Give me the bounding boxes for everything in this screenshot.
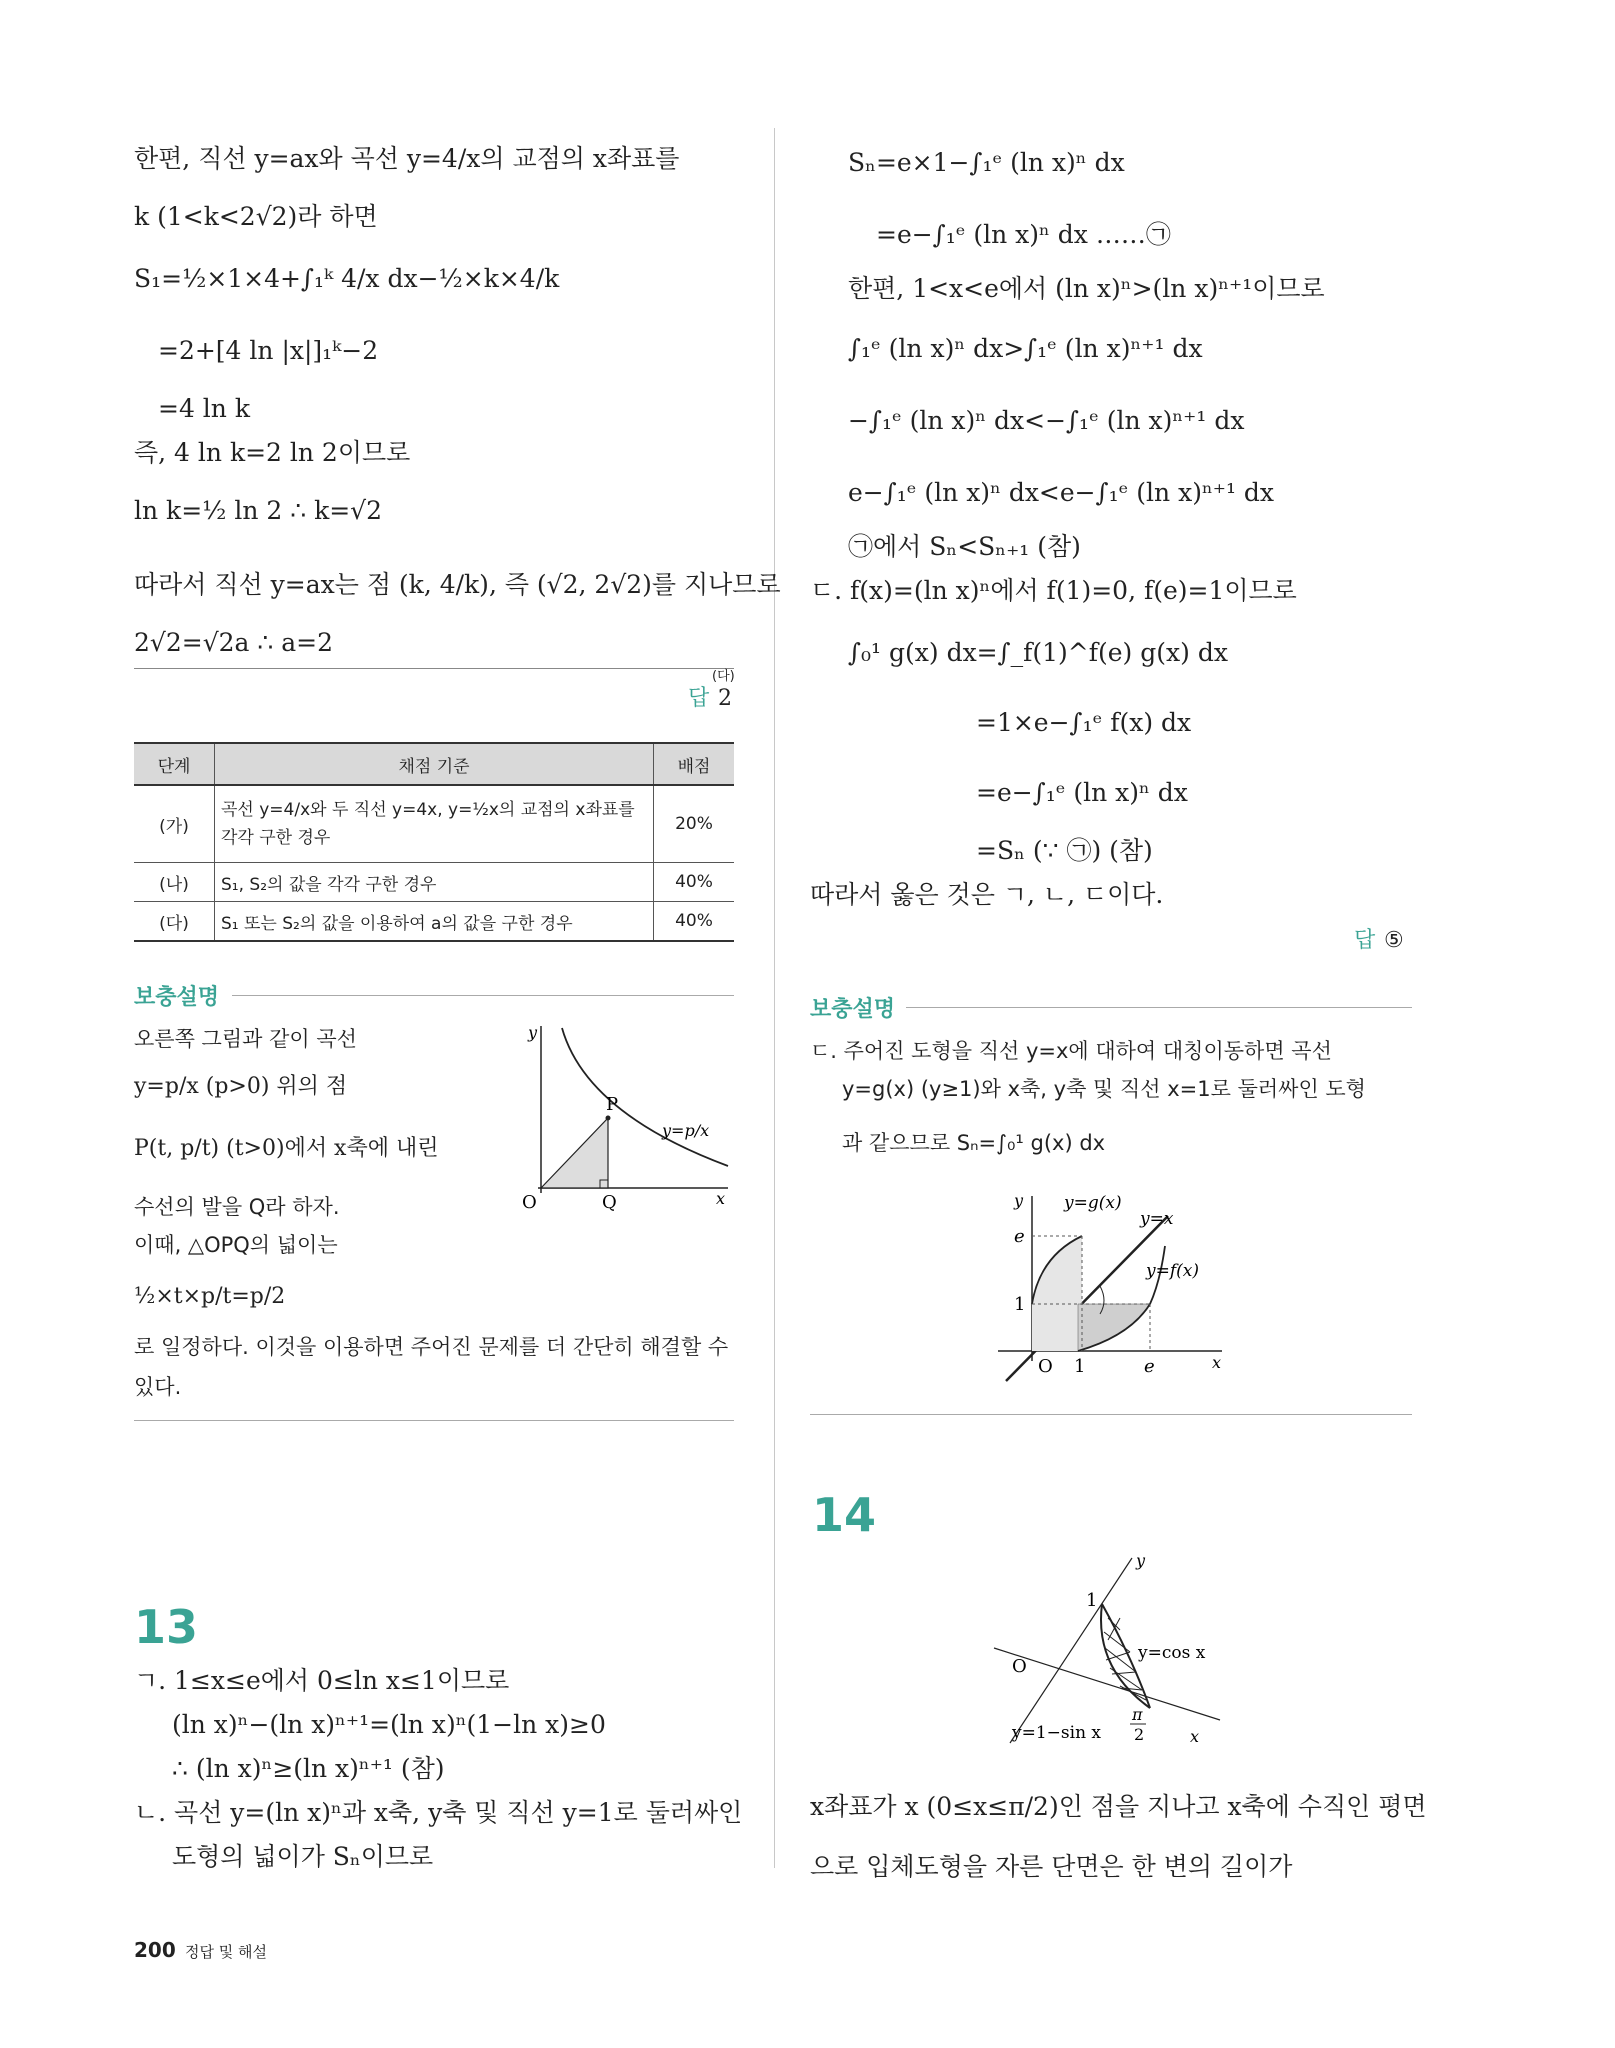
sup-line-3: P(t, p/t) (t>0)에서 x축에 내린 <box>134 1136 439 1161</box>
answer-value-left: 2 <box>718 686 732 711</box>
fig3-one: 1 <box>1086 1590 1098 1611</box>
sup-line-2: y=p/x (p>0) 위의 점 <box>134 1074 348 1099</box>
right-line-5: −∫₁ᵉ (ln x)ⁿ dx<−∫₁ᵉ (ln x)ⁿ⁺¹ dx <box>848 406 1245 435</box>
table-cell-criterion: 곡선 y=4/x와 두 직선 y=4x, y=½x의 교점의 x좌표를 각각 구한 경우 <box>215 785 654 863</box>
figure-hyperbola <box>506 1018 736 1218</box>
right-rule-1 <box>810 1414 1412 1415</box>
fig2-g-label: y=g(x) <box>1064 1193 1122 1213</box>
left-para-3: 즉, 4 ln k=2 ln 2이므로 <box>134 438 411 467</box>
supplement-rule-left <box>232 995 734 996</box>
supplement-rule-right <box>906 1007 1412 1008</box>
right-line-7: ㉠에서 Sₙ<Sₙ₊₁ (참) <box>848 532 1081 561</box>
s-line-2: y=g(x) (y≥1)와 x축, y축 및 직선 x=1로 둘러싸인 도형 <box>842 1077 1366 1101</box>
fig2-x-label: x <box>1212 1353 1222 1372</box>
right-line-2: =e−∫₁ᵉ (ln x)ⁿ dx ……㉠ <box>876 220 1171 249</box>
table-row <box>134 863 734 902</box>
t-line-1: x좌표가 x (0≤x≤π/2)인 점을 지나고 x축에 수직인 평면 <box>810 1792 1427 1821</box>
supplement-title-right: 보충설명 <box>810 997 896 1022</box>
table-cell-step: (나) <box>134 863 215 902</box>
table-header-step: 단계 <box>134 743 215 785</box>
left-eq-2: =2+[4 ln |x|]₁ᵏ−2 <box>158 336 379 365</box>
q-line-1: ㄱ. 1≤x≤e에서 0≤ln x≤1이므로 <box>134 1666 510 1695</box>
table-cell-score: 40% <box>654 902 735 942</box>
fig1-origin: O <box>522 1192 537 1213</box>
sup-line-1: 오른쪽 그림과 같이 곡선 <box>134 1027 357 1051</box>
sup-line-8: 있다. <box>134 1375 182 1399</box>
right-line-4: ∫₁ᵉ (ln x)ⁿ dx>∫₁ᵉ (ln x)ⁿ⁺¹ dx <box>848 334 1203 363</box>
q-line-2: (ln x)ⁿ−(ln x)ⁿ⁺¹=(ln x)ⁿ(1−ln x)≥0 <box>172 1710 606 1739</box>
table-header-criterion: 채점 기준 <box>215 743 654 785</box>
fig1-p: P <box>606 1094 619 1115</box>
left-rule-1 <box>134 668 734 669</box>
right-line-3: 한편, 1<x<e에서 (ln x)ⁿ>(ln x)ⁿ⁺¹이므로 <box>848 274 1325 303</box>
triangle-opq <box>541 1118 608 1188</box>
fig3-x-label: x <box>1190 1727 1200 1746</box>
fig1-x-label: x <box>716 1189 726 1208</box>
table-cell-score: 20% <box>654 785 735 863</box>
left-eq-5: 2√2=√2a ∴ a=2 <box>134 628 333 657</box>
left-para-2: k (1<k<2√2)라 하면 <box>134 202 378 231</box>
fig2-one-y: 1 <box>1014 1294 1026 1315</box>
left-eq-1: S₁=½×1×4+∫₁ᵏ 4/x dx−½×k×4/k <box>134 264 560 293</box>
table-header-score: 배점 <box>654 743 735 785</box>
left-rule-2 <box>134 1420 734 1421</box>
t-line-2: 으로 입체도형을 자른 단면은 한 변의 길이가 <box>810 1852 1293 1881</box>
right-line-13: 따라서 옳은 것은 ㄱ, ㄴ, ㄷ이다. <box>810 880 1164 909</box>
q-line-5: 도형의 넓이가 Sₙ이므로 <box>172 1842 434 1871</box>
fig3-two: 2 <box>1134 1725 1145 1744</box>
sup-line-4: 수선의 발을 Q라 하자. <box>134 1195 340 1219</box>
fig2-e-y: e <box>1014 1226 1025 1247</box>
fig3-cos-label: y=cos x <box>1138 1643 1206 1663</box>
table-cell-step: (다) <box>134 902 215 942</box>
fig2-yx-label: y=x <box>1140 1209 1174 1229</box>
s-line-1: ㄷ. 주어진 도형을 직선 y=x에 대하여 대칭이동하면 곡선 <box>810 1039 1332 1063</box>
table-row <box>134 902 734 942</box>
left-eq-4: ln k=½ ln 2 ∴ k=√2 <box>134 496 382 525</box>
fig1-curve-label: y=p/x <box>662 1121 710 1140</box>
page-number: 200 <box>134 1938 176 1962</box>
sup-line-5: 이때, △OPQ의 넓이는 <box>134 1233 338 1257</box>
fig2-origin: O <box>1038 1356 1053 1377</box>
table-cell-step: (가) <box>134 785 215 863</box>
supplement-title-left: 보충설명 <box>134 985 220 1010</box>
sup-line-6: ½×t×p/t=p/2 <box>134 1284 286 1309</box>
fig2-f-label: y=f(x) <box>1146 1261 1199 1281</box>
right-line-12: =Sₙ (∵ ㉠) (참) <box>976 836 1153 865</box>
problem-number-14: 14 <box>812 1488 877 1542</box>
s-line-3: 과 같으므로 Sₙ=∫₀¹ g(x) dx <box>842 1131 1106 1155</box>
fig3-sin-label: y=1−sin x <box>1012 1723 1102 1743</box>
problem-number-13: 13 <box>134 1600 199 1654</box>
section-line <box>1106 1652 1130 1660</box>
fig3-y-label: y <box>1136 1551 1146 1570</box>
left-eq-3: =4 ln k <box>158 394 250 423</box>
fig2-e-x: e <box>1144 1356 1155 1377</box>
table-cell-criterion: S₁, S₂의 값을 각각 구한 경우 <box>215 863 654 902</box>
table-cell-criterion: S₁ 또는 S₂의 값을 이용하여 a의 값을 구한 경우 <box>215 902 654 942</box>
figure-solid <box>990 1548 1240 1748</box>
fig3-origin: O <box>1012 1656 1027 1677</box>
left-para-1: 한편, 직선 y=ax와 곡선 y=4/x의 교점의 x좌표를 <box>134 144 680 173</box>
section-line <box>1104 1632 1130 1652</box>
y-axis <box>1010 1558 1132 1743</box>
left-para-4: 따라서 직선 y=ax는 점 (k, 4/k), 즉 (√2, 2√2)를 지나므로 <box>134 570 781 599</box>
step-mark: (다) <box>712 669 735 684</box>
column-divider <box>774 128 775 1868</box>
fig2-y-label: y <box>1014 1191 1024 1210</box>
fig3-pi: π <box>1132 1705 1143 1724</box>
right-line-8: ㄷ. f(x)=(ln x)ⁿ에서 f(1)=0, f(e)=1이므로 <box>810 576 1297 605</box>
answer-label-right: 답 <box>1354 928 1376 953</box>
answer-value-right: ⑤ <box>1384 928 1404 953</box>
scoring-table <box>134 742 734 942</box>
footer-label: 정답 및 해설 <box>185 1943 267 1961</box>
q-line-3: ∴ (ln x)ⁿ≥(ln x)ⁿ⁺¹ (참) <box>172 1754 445 1783</box>
fig1-q: Q <box>602 1192 617 1213</box>
fig2-one-x: 1 <box>1074 1356 1086 1377</box>
region-f <box>1078 1304 1150 1351</box>
table-row <box>134 785 734 863</box>
fig1-y-label: y <box>528 1023 538 1042</box>
right-line-6: e−∫₁ᵉ (ln x)ⁿ dx<e−∫₁ᵉ (ln x)ⁿ⁺¹ dx <box>848 478 1275 507</box>
figure-inverse-functions <box>990 1186 1230 1386</box>
right-line-1: Sₙ=e×1−∫₁ᵉ (ln x)ⁿ dx <box>848 148 1125 177</box>
point-p <box>606 1116 611 1121</box>
sup-line-7: 로 일정하다. 이것을 이용하면 주어진 문제를 더 간단히 해결할 수 <box>134 1335 729 1359</box>
right-line-11: =e−∫₁ᵉ (ln x)ⁿ dx <box>976 778 1188 807</box>
right-line-9: ∫₀¹ g(x) dx=∫_f(1)^f(e) g(x) dx <box>848 638 1228 667</box>
right-line-10: =1×e−∫₁ᵉ f(x) dx <box>976 708 1192 737</box>
table-cell-score: 40% <box>654 863 735 902</box>
q-line-4: ㄴ. 곡선 y=(ln x)ⁿ과 x축, y축 및 직선 y=1로 둘러싸인 <box>134 1798 743 1827</box>
answer-label-left: 답 <box>688 686 710 711</box>
